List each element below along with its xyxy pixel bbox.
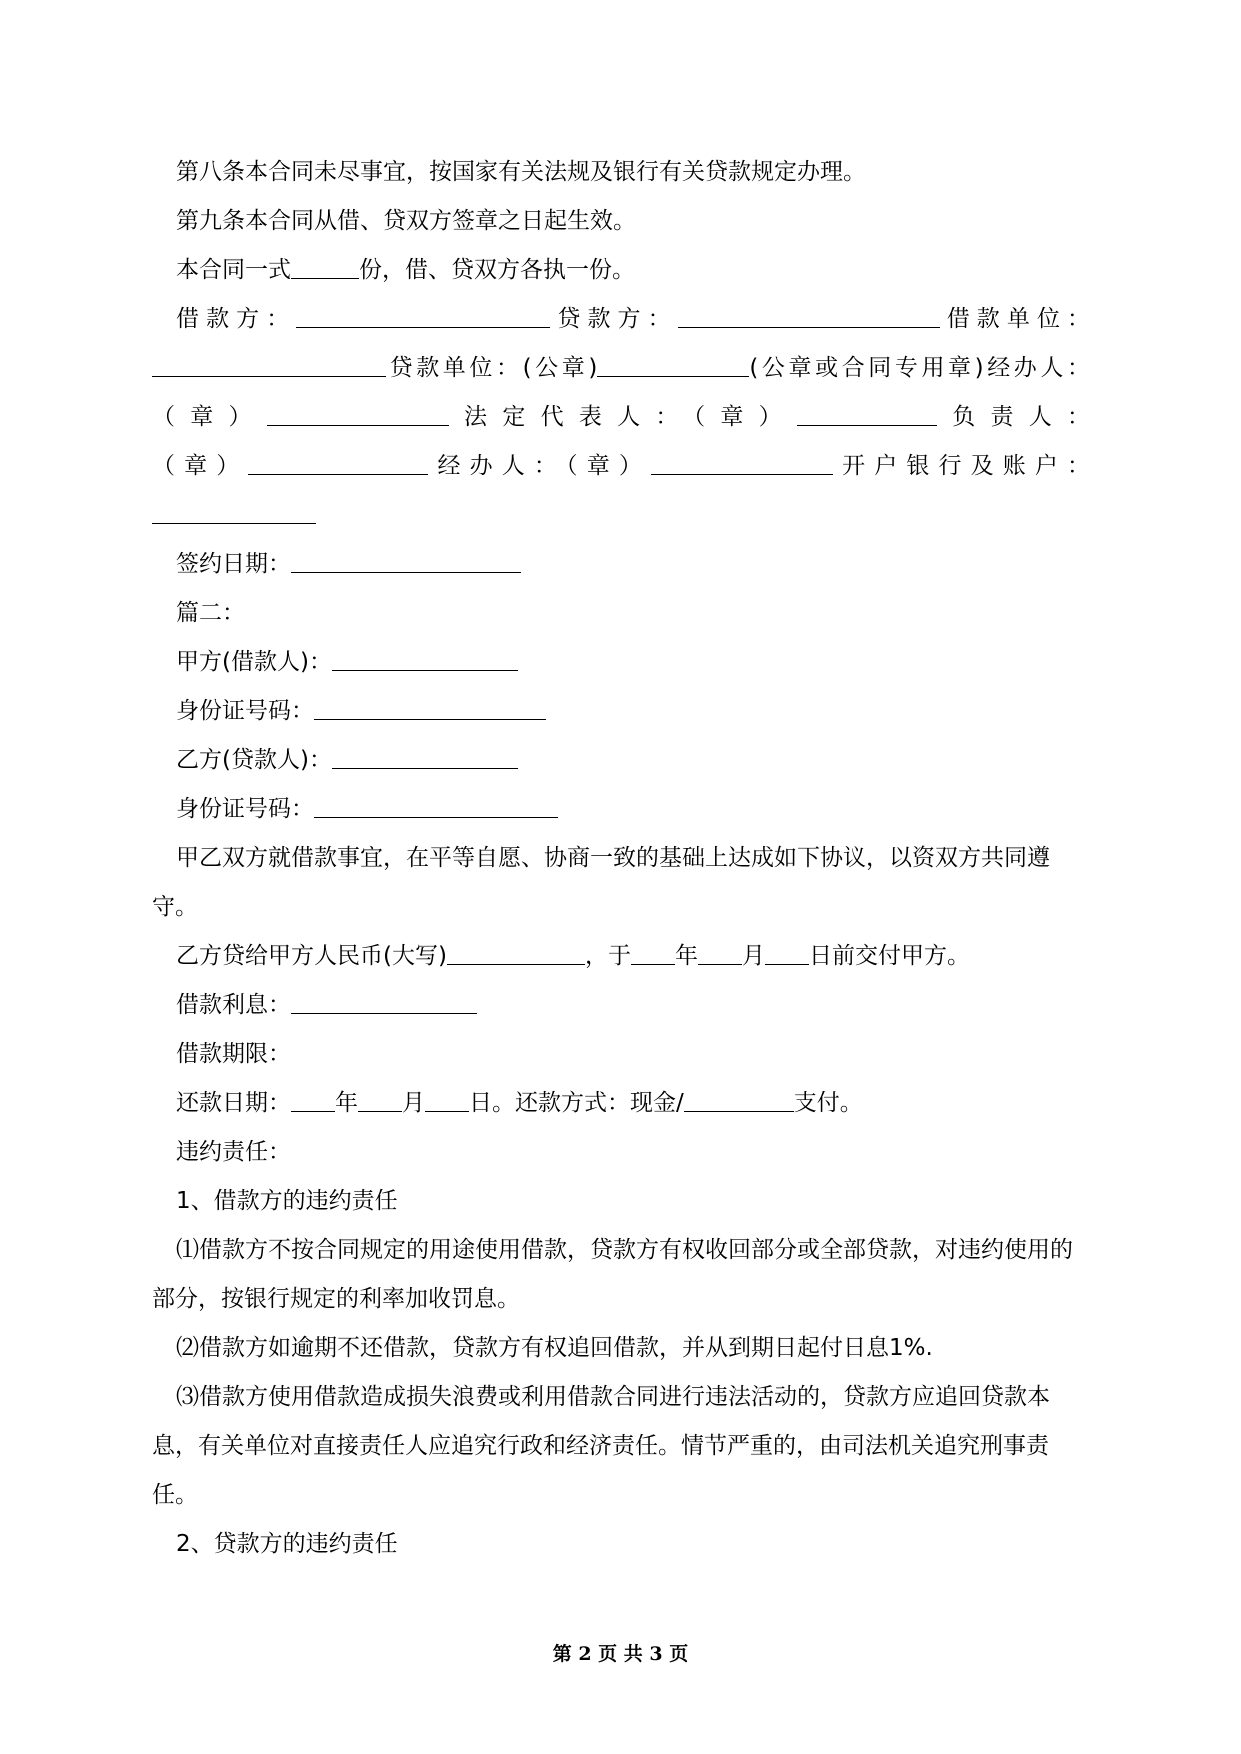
repay-method-label: 日。还款方式：现金/ xyxy=(469,1090,684,1116)
repay-year-label: 年 xyxy=(335,1090,358,1116)
seal-label-2: （章） xyxy=(152,453,249,479)
party-b-id-label: 身份证号码： xyxy=(176,796,314,822)
copies-text: 份，借、贷双方各执一份。 xyxy=(359,257,635,283)
borrower-unit-blank xyxy=(152,354,386,377)
loan-day-label: 日前交付甲方。 xyxy=(808,943,970,969)
lender-breach-heading: 2、贷款方的违约责任 xyxy=(176,1531,398,1557)
party-a-blank xyxy=(332,648,518,671)
repayment-clause xyxy=(152,1079,1090,1128)
repay-method-blank xyxy=(684,1089,794,1112)
lender-unit-blank xyxy=(597,354,749,377)
borrower-breach-heading: 1、借款方的违约责任 xyxy=(176,1188,398,1214)
sign-date-blank xyxy=(291,550,521,573)
borrower-label: 借款方： xyxy=(176,306,297,332)
breach-heading: 违约责任： xyxy=(176,1139,291,1165)
signature-line-1 xyxy=(152,295,1090,344)
borrower-breach-item-3: ⑶借款方使用借款造成损失浪费或利用借款合同进行违法活动的，贷款方应追回贷款本息，有关单位对直接责任人应追究行政和经济责任。情节严重的，由司法机关追究刑事责任。 xyxy=(152,1384,1050,1508)
repay-year-blank xyxy=(291,1089,335,1112)
loan-year-label: 年 xyxy=(674,943,698,969)
sign-date xyxy=(152,540,1090,589)
party-b-label: 乙方(贷款人)： xyxy=(176,747,332,773)
loan-term: 借款期限： xyxy=(176,1041,291,1067)
person-in-charge-label: 负责人： xyxy=(936,404,1091,430)
copies-clause xyxy=(152,246,1090,295)
lender-label: 贷款方： xyxy=(550,306,678,332)
seal-blank-1 xyxy=(267,403,449,426)
party-b-id xyxy=(152,785,1090,834)
loan-month-label: 月 xyxy=(741,943,765,969)
loan-interest-blank xyxy=(291,991,477,1014)
signature-block xyxy=(152,295,1090,540)
lender-unit-label: 贷款单位：(公章) xyxy=(386,355,598,381)
copies-label: 本合同一式 xyxy=(176,257,291,283)
page-footer: 第 2 页 共 3 页 xyxy=(552,1643,689,1665)
repay-month-label: 月 xyxy=(402,1090,425,1116)
loan-amount-blank xyxy=(447,942,585,965)
party-b-blank xyxy=(332,746,518,769)
article-8: 第八条本合同未尽事宜，按国家有关法规及银行有关贷款规定办理。 xyxy=(176,159,866,185)
party-a-label: 甲方(借款人)： xyxy=(176,649,332,675)
loan-amount-label: 乙方贷给甲方人民币(大写) xyxy=(176,943,447,969)
party-a-id-label: 身份证号码： xyxy=(176,698,314,724)
document-body xyxy=(152,148,1090,1569)
copies-blank xyxy=(291,256,359,279)
signature-line-3 xyxy=(152,393,1090,442)
party-a-id-blank xyxy=(314,697,546,720)
sign-date-label: 签约日期： xyxy=(176,551,291,577)
repay-method-suffix: 支付。 xyxy=(793,1090,863,1116)
seal-label-1: （章） xyxy=(152,404,267,430)
signature-line-2 xyxy=(152,344,1090,393)
borrower-blank xyxy=(296,305,550,328)
loan-interest xyxy=(152,981,1090,1030)
intro-paragraph: 甲乙双方就借款事宜，在平等自愿、协商一致的基础上达成如下协议，以资双方共同遵守。 xyxy=(152,845,1050,920)
agent-label: 经办人：（章） xyxy=(428,453,651,479)
seal-agent-label: (公章或合同专用章)经办人： xyxy=(749,355,1090,381)
repay-month-blank xyxy=(358,1089,402,1112)
loan-day-blank xyxy=(765,942,809,965)
bank-account-label: 开户银行及账户： xyxy=(832,453,1091,479)
borrower-breach-item-1: ⑴借款方不按合同规定的用途使用借款，贷款方有权收回部分或全部贷款，对违约使用的部分，按银行规定的利率加收罚息。 xyxy=(152,1237,1073,1312)
agent-blank xyxy=(651,452,833,475)
party-a xyxy=(152,638,1090,687)
bank-account-blank xyxy=(152,501,316,524)
party-b xyxy=(152,736,1090,785)
legal-rep-label: 法定代表人：（章） xyxy=(448,404,797,430)
loan-amount-clause xyxy=(152,932,1090,981)
loan-month-blank xyxy=(698,942,742,965)
part-two-heading: 篇二： xyxy=(176,600,245,626)
loan-interest-label: 借款利息： xyxy=(176,992,291,1018)
signature-line-4 xyxy=(152,442,1090,491)
borrower-breach-item-2: ⑵借款方如逾期不还借款，贷款方有权追回借款，并从到期日起付日息1%. xyxy=(176,1335,933,1361)
repay-day-blank xyxy=(425,1089,469,1112)
loan-date-label: ，于 xyxy=(584,943,631,969)
legal-rep-blank xyxy=(797,403,937,426)
signature-line-5 xyxy=(152,491,1090,540)
article-9: 第九条本合同从借、贷双方签章之日起生效。 xyxy=(176,208,636,234)
loan-year-blank xyxy=(631,942,675,965)
party-a-id xyxy=(152,687,1090,736)
borrower-unit-label: 借款单位： xyxy=(939,306,1091,332)
repay-date-label: 还款日期： xyxy=(176,1090,291,1116)
seal-blank-2 xyxy=(248,452,428,475)
lender-blank xyxy=(678,305,940,328)
party-b-id-blank xyxy=(314,795,558,818)
